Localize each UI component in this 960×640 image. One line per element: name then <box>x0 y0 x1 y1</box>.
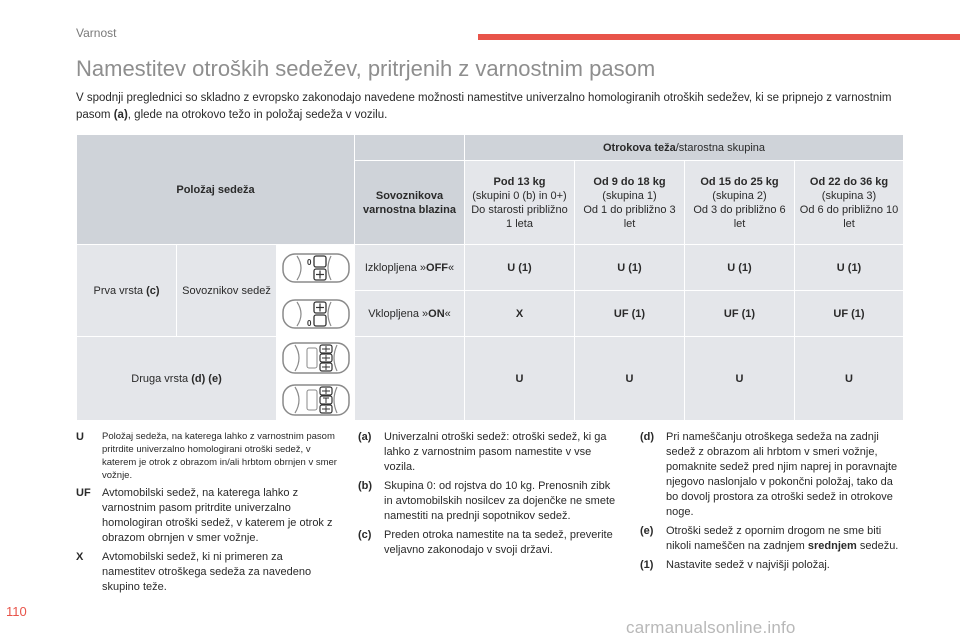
group-sub1: (skupina 3) <box>821 189 877 202</box>
airbag-off-cell <box>355 245 465 291</box>
intro-paragraph <box>76 90 916 124</box>
note-text-pre: Otroški sedež z opornim drogom ne sme biti nikoli nameščen na zadnjem <box>666 525 882 552</box>
note-key: (b) <box>358 480 373 492</box>
weight-header <box>465 135 904 161</box>
note-key: (e) <box>640 525 654 537</box>
airbag-on-post: « <box>444 307 451 320</box>
note-text: Univerzalni otroški sedež: otroški sedež, ki ga lahko z varnostnim pasom namestite v vse vozila. <box>384 431 607 473</box>
row-first-label <box>77 245 177 337</box>
car-top-view-front-on-icon <box>281 294 351 334</box>
value-off-2: U (1) <box>685 245 795 291</box>
intro-ref: (a) <box>113 109 128 121</box>
rear-value-0: U <box>465 337 575 421</box>
note-key: (a) <box>358 431 372 443</box>
group-header-1 <box>575 161 685 245</box>
note-1 <box>640 558 906 573</box>
page-number: 110 <box>6 604 27 619</box>
car-top-view-rear-icon <box>281 339 351 377</box>
weight-header-rest: /starostna skupina <box>675 141 766 154</box>
note-text <box>666 524 906 554</box>
group-title: Pod 13 kg <box>493 175 546 188</box>
airbag-on-pre: Vklopljena » <box>368 307 429 320</box>
rear-airbag-blank-cell <box>355 337 465 421</box>
front-seat-on-icon-cell <box>277 291 355 337</box>
note-d <box>640 430 906 520</box>
notes-middle-column <box>358 430 620 562</box>
legend-key: X <box>76 551 84 563</box>
airbag-on-cell <box>355 291 465 337</box>
intro-text-2: , glede na otrokovo težo in položaj sedeža v vozilu. <box>127 109 388 121</box>
intro-text-1: V spodnji preglednici so skladno z evropsko zakonodajo navedene možnosti namestitve univerzalno homologiranih otroških sedežev, ki se pripnejo z varnostnim pasom <box>76 92 892 121</box>
group-title: Od 9 do 18 kg <box>593 175 666 188</box>
group-sub2: Od 3 do približno 6 let <box>693 203 786 230</box>
group-sub1: (skupina 1) <box>602 189 657 202</box>
note-e <box>640 524 906 554</box>
row-label-ref: (c) <box>146 284 160 297</box>
airbag-off-pre: Izklopljena » <box>364 261 427 274</box>
airbag-header: Sovoznikova varnostna blazina <box>355 161 465 245</box>
legend-key: UF <box>76 487 91 499</box>
position-header: Položaj sedeža <box>77 135 355 245</box>
legend-u <box>76 430 338 482</box>
value-on-1: UF (1) <box>575 291 685 337</box>
page-title: Namestitev otroških sedežev, pritrjenih z varnostnim pasom <box>76 56 656 81</box>
value-off-0: U (1) <box>465 245 575 291</box>
rear-seat-icon-cell <box>277 337 355 379</box>
svg-text:0: 0 <box>306 318 311 328</box>
group-sub2: Od 6 do približno 10 let <box>799 203 899 230</box>
group-sub1: (skupina 2) <box>712 189 767 202</box>
group-sub2: Od 1 do približno 3 let <box>583 203 676 230</box>
section-label: Varnost <box>76 26 117 40</box>
car-top-view-rear-center-icon <box>281 381 351 419</box>
note-key: (1) <box>640 559 654 571</box>
group-sub1: (skupini 0 (b) in 0+) <box>472 189 567 202</box>
note-text: Nastavite sedež v najvišji položaj. <box>666 559 830 571</box>
airbag-off-post: « <box>448 261 455 274</box>
legend-key: U <box>76 431 84 443</box>
row-label-text: Druga vrsta <box>131 372 192 385</box>
row-label-ref: (d) (e) <box>191 372 222 385</box>
front-seat-off-icon-cell <box>277 245 355 291</box>
group-title: Od 15 do 25 kg <box>700 175 779 188</box>
row-second-label <box>77 337 277 421</box>
note-key: (c) <box>358 529 372 541</box>
value-on-3: UF (1) <box>795 291 904 337</box>
airbag-on-bold: ON <box>428 307 445 320</box>
passenger-seat-label: Sovoznikov sedež <box>177 245 277 337</box>
legend-column <box>76 430 338 599</box>
blank-header-cell <box>355 135 465 161</box>
note-text: Preden otroka namestite na ta sedež, preverite veljavno zakonodajo v svoji državi. <box>384 529 613 556</box>
rear-center-seat-icon-cell <box>277 379 355 421</box>
rear-value-3: U <box>795 337 904 421</box>
section-accent-bar <box>478 34 960 40</box>
rear-value-1: U <box>575 337 685 421</box>
legend-text: Avtomobilski sedež, na katerega lahko z varnostnim pasom pritrdite univerzalno homologiran otroški sedež, v katerem je otrok z obrazom obrnjen v smer vožnje. <box>102 487 333 544</box>
value-off-1: U (1) <box>575 245 685 291</box>
legend-text: Položaj sedeža, na katerega lahko z varnostnim pasom pritrdite univerzalno homologirani otroški sedež, v katerem je otrok z obrazom in/ali hrbtom obrnjen v smer vožnje. <box>102 431 337 481</box>
group-title: Od 22 do 36 kg <box>809 175 889 188</box>
legend-text: Avtomobilski sedež, ki ni primeren za namestitev otroškega sedeža za navedeno skupino teže. <box>102 551 312 593</box>
legend-x <box>76 550 338 595</box>
group-header-2 <box>685 161 795 245</box>
note-b <box>358 479 620 524</box>
note-key: (d) <box>640 431 655 443</box>
group-header-0 <box>465 161 575 245</box>
value-on-0: X <box>465 291 575 337</box>
airbag-off-bold: OFF <box>426 261 449 274</box>
notes-right-column <box>640 430 906 577</box>
row-label-text: Prva vrsta <box>93 284 147 297</box>
legend-uf <box>76 486 338 546</box>
svg-text:0: 0 <box>306 257 311 267</box>
rear-value-2: U <box>685 337 795 421</box>
note-c <box>358 528 620 558</box>
note-a <box>358 430 620 475</box>
note-text: Pri nameščanju otroškega sedeža na zadnji sedež z obrazom ali hrbtom v smeri vožnje, pomaknite sedež pred njim naprej in poravnajte njegovo naslonjalo v pokončni položaj, tako da bo dovolj prostora za otroški sedež in otrokove noge. <box>666 431 898 518</box>
weight-header-bold: Otrokova teža <box>603 141 676 154</box>
watermark: carmanualsonline.info <box>626 618 796 637</box>
value-off-3: U (1) <box>795 245 904 291</box>
group-header-3 <box>795 161 904 245</box>
note-text-post: sedežu. <box>856 540 899 552</box>
note-text: Skupina 0: od rojstva do 10 kg. Prenosnih zibk in avtomobilskih nosilcev za dojenčke ne smete namestiti na prednji sopotnikov sedež. <box>384 480 616 522</box>
child-seat-table <box>76 134 904 421</box>
car-top-view-front-off-icon <box>281 248 351 288</box>
group-sub2: Do starosti približno 1 leta <box>471 203 568 230</box>
note-text-bold: srednjem <box>807 540 857 552</box>
value-on-2: UF (1) <box>685 291 795 337</box>
